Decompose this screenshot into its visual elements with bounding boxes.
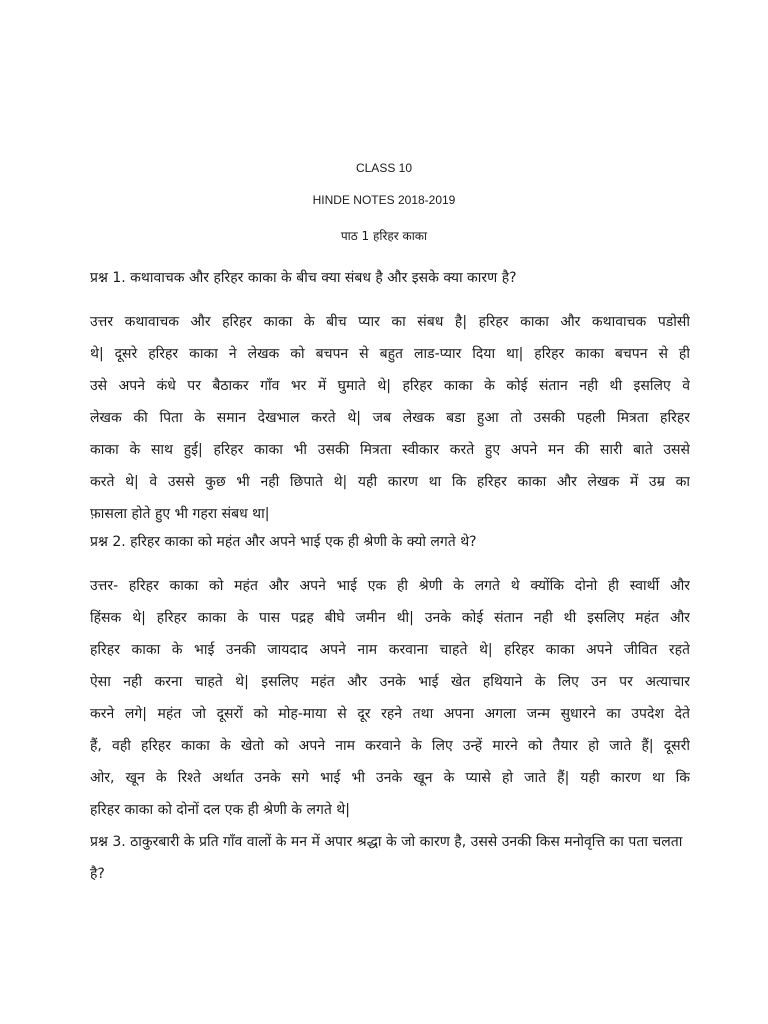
answer-1-line: थे| दूसरे हरिहर काका ने लेखक को बचपन से बहुत लाड-प्यार दिया था| हरिहर काका बचपन से ही: [90, 346, 690, 362]
question-2: प्रश्न 2. हरिहर काका को महंत और अपने भाई एक ही श्रेणी के क्यो लगते थे?: [90, 534, 477, 550]
answer-1-line: करते थे| वे उससे कुछ भी नही छिपाते थे| यही कारण था कि हरिहर काका और लेखक में उम्र का: [90, 474, 690, 490]
answer-2-line: उत्तर- हरिहर काका को महंत और अपने भाई एक ही श्रेणी के लगते थे क्योंकि दोनो ही स्वार्थी और: [90, 578, 690, 594]
chapter-title: पाठ 1 हरिहर काका: [340, 229, 428, 243]
notes-title: HINDE NOTES 2018-2019: [312, 193, 456, 207]
answer-1-line: काका के साथ हुई| हरिहर काका भी उसकी मित्रता स्वीकार करते हुए अपने मन की सारी बाते उससे: [90, 442, 690, 458]
answer-1-line: फ़ासला होते हुए भी गहरा संबध था|: [90, 506, 270, 522]
question-1: प्रश्न 1. कथावाचक और हरिहर काका के बीच क्या संबध है और इसके क्या कारण है?: [90, 270, 517, 286]
question-3: प्रश्न 3. ठाकुरबारी के प्रति गाँव वालों के मन में अपार श्रद्धा के जो कारण है, उससे उनकी किस मनोवृत्ति का पता चलता है?: [90, 834, 683, 882]
class-heading: CLASS 10: [355, 161, 413, 175]
answer-2-line: हरिहर काका के भाई उनकी जायदाद अपने नाम करवाना चाहते थे| हरिहर काका अपने जीवित रहते: [90, 642, 690, 658]
answer-2-line: करने लगे| महंत जो दूसरों को मोह-माया से दूर रहने तथा अपना अगला जन्म सुधारने का उपदेश देते: [90, 706, 690, 722]
answer-1-line: उत्तर कथावाचक और हरिहर काका के बीच प्यार का संबध है| हरिहर काका और कथावाचक पडोसी: [90, 314, 690, 330]
answer-2-line: ओर, खून के रिश्ते अर्थात उनके सगे भाई भी उनके खून के प्यासे हो जाते हैं| यही कारण था कि: [90, 770, 690, 786]
answer-2-line: हरिहर काका को दोनों दल एक ही श्रेणी के लगते थे|: [90, 802, 350, 818]
answer-2: [90, 570, 690, 826]
answer-2-line: हिंसक थे| हरिहर काका के पास पद्रह बीघे जमीन थी| उनके कोई संतान नही थी इसलिए महंत और: [90, 610, 690, 626]
answer-2-line: हैं, वही हरिहर काका के खेतो को अपने नाम करवाने के लिए उन्हें मारने को तैयार हो जाते हैं| दूसरी: [90, 738, 690, 754]
answer-2-line: ऐसा नही करना चाहते थे| इसलिए महंत और उनके भाई खेत हथियाने के लिए उन पर अत्याचार: [90, 674, 690, 690]
answer-1: [90, 306, 690, 530]
answer-1-line: लेखक की पिता के समान देखभाल करते थे| जब लेखक बडा हुआ तो उसकी पहली मित्रता हरिहर: [90, 410, 690, 426]
answer-1-line: उसे अपने कंधे पर बैठाकर गाँव भर में घुमाते थे| हरिहर काका के कोई संतान नही थी इसलिए वे: [90, 378, 690, 394]
